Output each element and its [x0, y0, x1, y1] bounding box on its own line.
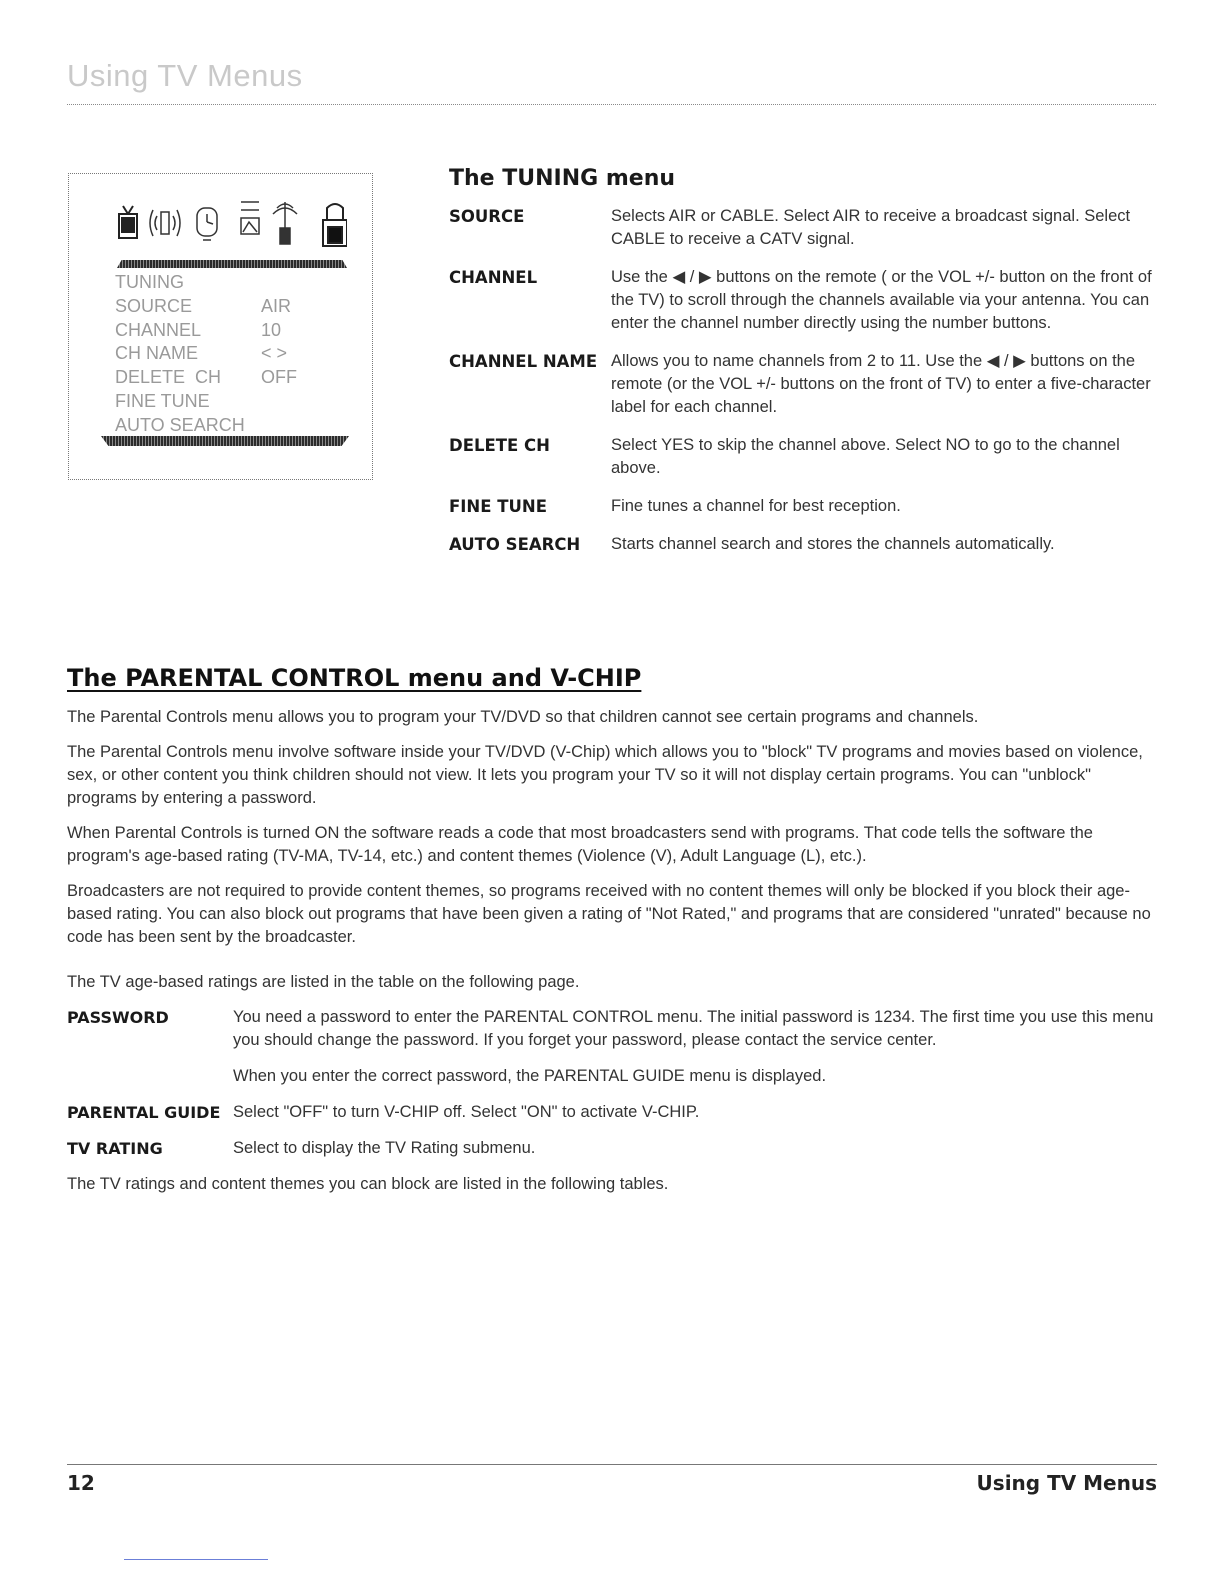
term-label: PARENTAL GUIDE	[67, 1103, 221, 1122]
osd-row-auto-search	[115, 414, 355, 438]
def-password	[67, 1006, 1157, 1088]
scan-edge-line	[124, 1559, 268, 1560]
def-parental-guide	[67, 1101, 1157, 1124]
tuning-item-source	[449, 205, 1159, 251]
footer-divider	[67, 1464, 1157, 1465]
osd-label: CHANNEL	[115, 319, 202, 340]
osd-row-channel	[115, 319, 355, 343]
osd-value: 10	[261, 319, 282, 340]
footer-title: Using TV Menus	[976, 1471, 1157, 1495]
osd-value: AIR	[261, 295, 292, 316]
term-description: Allows you to name channels from 2 to 11. Use the ◀ / ▶ buttons on the remote (or the VOL +/- buttons on the front of TV) to enter a five-character label for each channel.	[611, 352, 1151, 416]
osd-row-ch-name	[115, 342, 355, 366]
parental-section-title: The PARENTAL CONTROL menu and V-CHIP	[67, 664, 642, 692]
term-description: Selects AIR or CABLE. Select AIR to receive a broadcast signal. Select CABLE to receive a CATV signal.	[611, 207, 1131, 248]
osd-bottom-bar	[101, 436, 349, 446]
paragraph: The TV age-based ratings are listed in the table on the following page.	[67, 973, 580, 991]
definition-text: When you enter the correct password, the PARENTAL GUIDE menu is displayed.	[233, 1067, 827, 1085]
osd-label: TUNING	[115, 272, 184, 292]
def-tv-rating	[67, 1137, 1157, 1160]
term-description: Starts channel search and stores the channels automatically.	[611, 535, 1055, 553]
tuning-osd-screen	[68, 173, 373, 480]
page-number: 12	[67, 1471, 95, 1495]
tv-icon	[119, 206, 137, 238]
term-description	[233, 1006, 1157, 1088]
term-label: TV RATING	[67, 1139, 163, 1158]
osd-row-tuning	[115, 271, 355, 295]
term-description: Select to display the TV Rating submenu.	[233, 1139, 536, 1157]
osd-top-bar	[117, 260, 347, 268]
term-label: AUTO SEARCH	[449, 535, 581, 554]
osd-value: OFF	[261, 367, 297, 388]
osd-label: CH NAME	[115, 343, 199, 364]
osd-row-delete-ch	[115, 366, 355, 390]
tuning-item-auto-search	[449, 533, 1159, 556]
term-label: FINE TUNE	[449, 497, 547, 516]
tuning-item-channel	[449, 266, 1159, 335]
tuning-definitions	[449, 205, 1159, 571]
parental-section-body	[67, 706, 1157, 1208]
osd-row-fine-tune	[115, 390, 355, 414]
header-divider	[67, 104, 1156, 105]
tuning-item-channel-name	[449, 350, 1159, 419]
osd-label: AUTO SEARCH	[115, 414, 245, 435]
page-header-title: Using TV Menus	[67, 58, 303, 93]
definition-text: You need a password to enter the PARENTAL CONTROL menu. The initial password is 1234. The first time you use this menu you should change the password. If you forget your password, please contact the service center.	[233, 1008, 1154, 1049]
term-label: DELETE CH	[449, 436, 550, 455]
tuning-item-delete-ch	[449, 434, 1159, 480]
lock-icon	[323, 204, 347, 246]
osd-row-source	[115, 295, 355, 319]
osd-menu-list	[115, 271, 355, 438]
speaker-icon	[150, 210, 180, 236]
closing-paragraph: The TV ratings and content themes you can block are listed in the following tables.	[67, 1175, 669, 1193]
paragraph: Broadcasters are not required to provide content themes, so programs received with no content themes will only be blocked if you block their age-based rating. You can also block out programs that have been given a rating of "Not Rated," and programs that are considered "unrated" because no code has been sent by the broadcaster.	[67, 882, 1151, 946]
term-description: Fine tunes a channel for best reception.	[611, 497, 901, 515]
antenna-icon	[273, 202, 297, 244]
term-label: SOURCE	[449, 207, 525, 226]
term-label: CHANNEL NAME	[449, 352, 598, 371]
term-label: PASSWORD	[67, 1008, 169, 1027]
osd-icon-row	[117, 198, 347, 248]
paragraph: The Parental Controls menu involve software inside your TV/DVD (V-Chip) which allows you to "block" TV programs and movies based on violence, sex, or other content you think children should not view. It lets you program your TV so it will not display certain programs. You can "unblock" programs by entering a password.	[67, 743, 1143, 807]
term-description: Use the ◀ / ▶ buttons on the remote ( or the VOL +/- button on the front of the TV) to scroll through the channels available via your antenna. You can enter the channel number directly using the number buttons.	[611, 268, 1152, 332]
paragraph: When Parental Controls is turned ON the software reads a code that most broadcasters send with programs. That code tells the software the program's age-based rating (TV-MA, TV-14, etc.) and content themes (Violence (V), Adult Language (L), etc.).	[67, 824, 1093, 865]
term-description: Select "OFF" to turn V-CHIP off. Select "ON" to activate V-CHIP.	[233, 1103, 700, 1121]
term-description: Select YES to skip the channel above. Select NO to go to the channel above.	[611, 436, 1120, 477]
tuning-item-fine-tune	[449, 495, 1159, 518]
clock-icon	[197, 208, 217, 240]
osd-value: < >	[261, 343, 288, 364]
osd-label: DELETE CH	[115, 367, 222, 388]
osd-label: FINE TUNE	[115, 390, 210, 411]
picture-icon	[241, 202, 259, 234]
osd-label: SOURCE	[115, 295, 193, 316]
tuning-section-title: The TUNING menu	[449, 166, 676, 191]
term-label: CHANNEL	[449, 268, 538, 287]
paragraph: The Parental Controls menu allows you to program your TV/DVD so that children cannot see certain programs and channels.	[67, 708, 979, 726]
